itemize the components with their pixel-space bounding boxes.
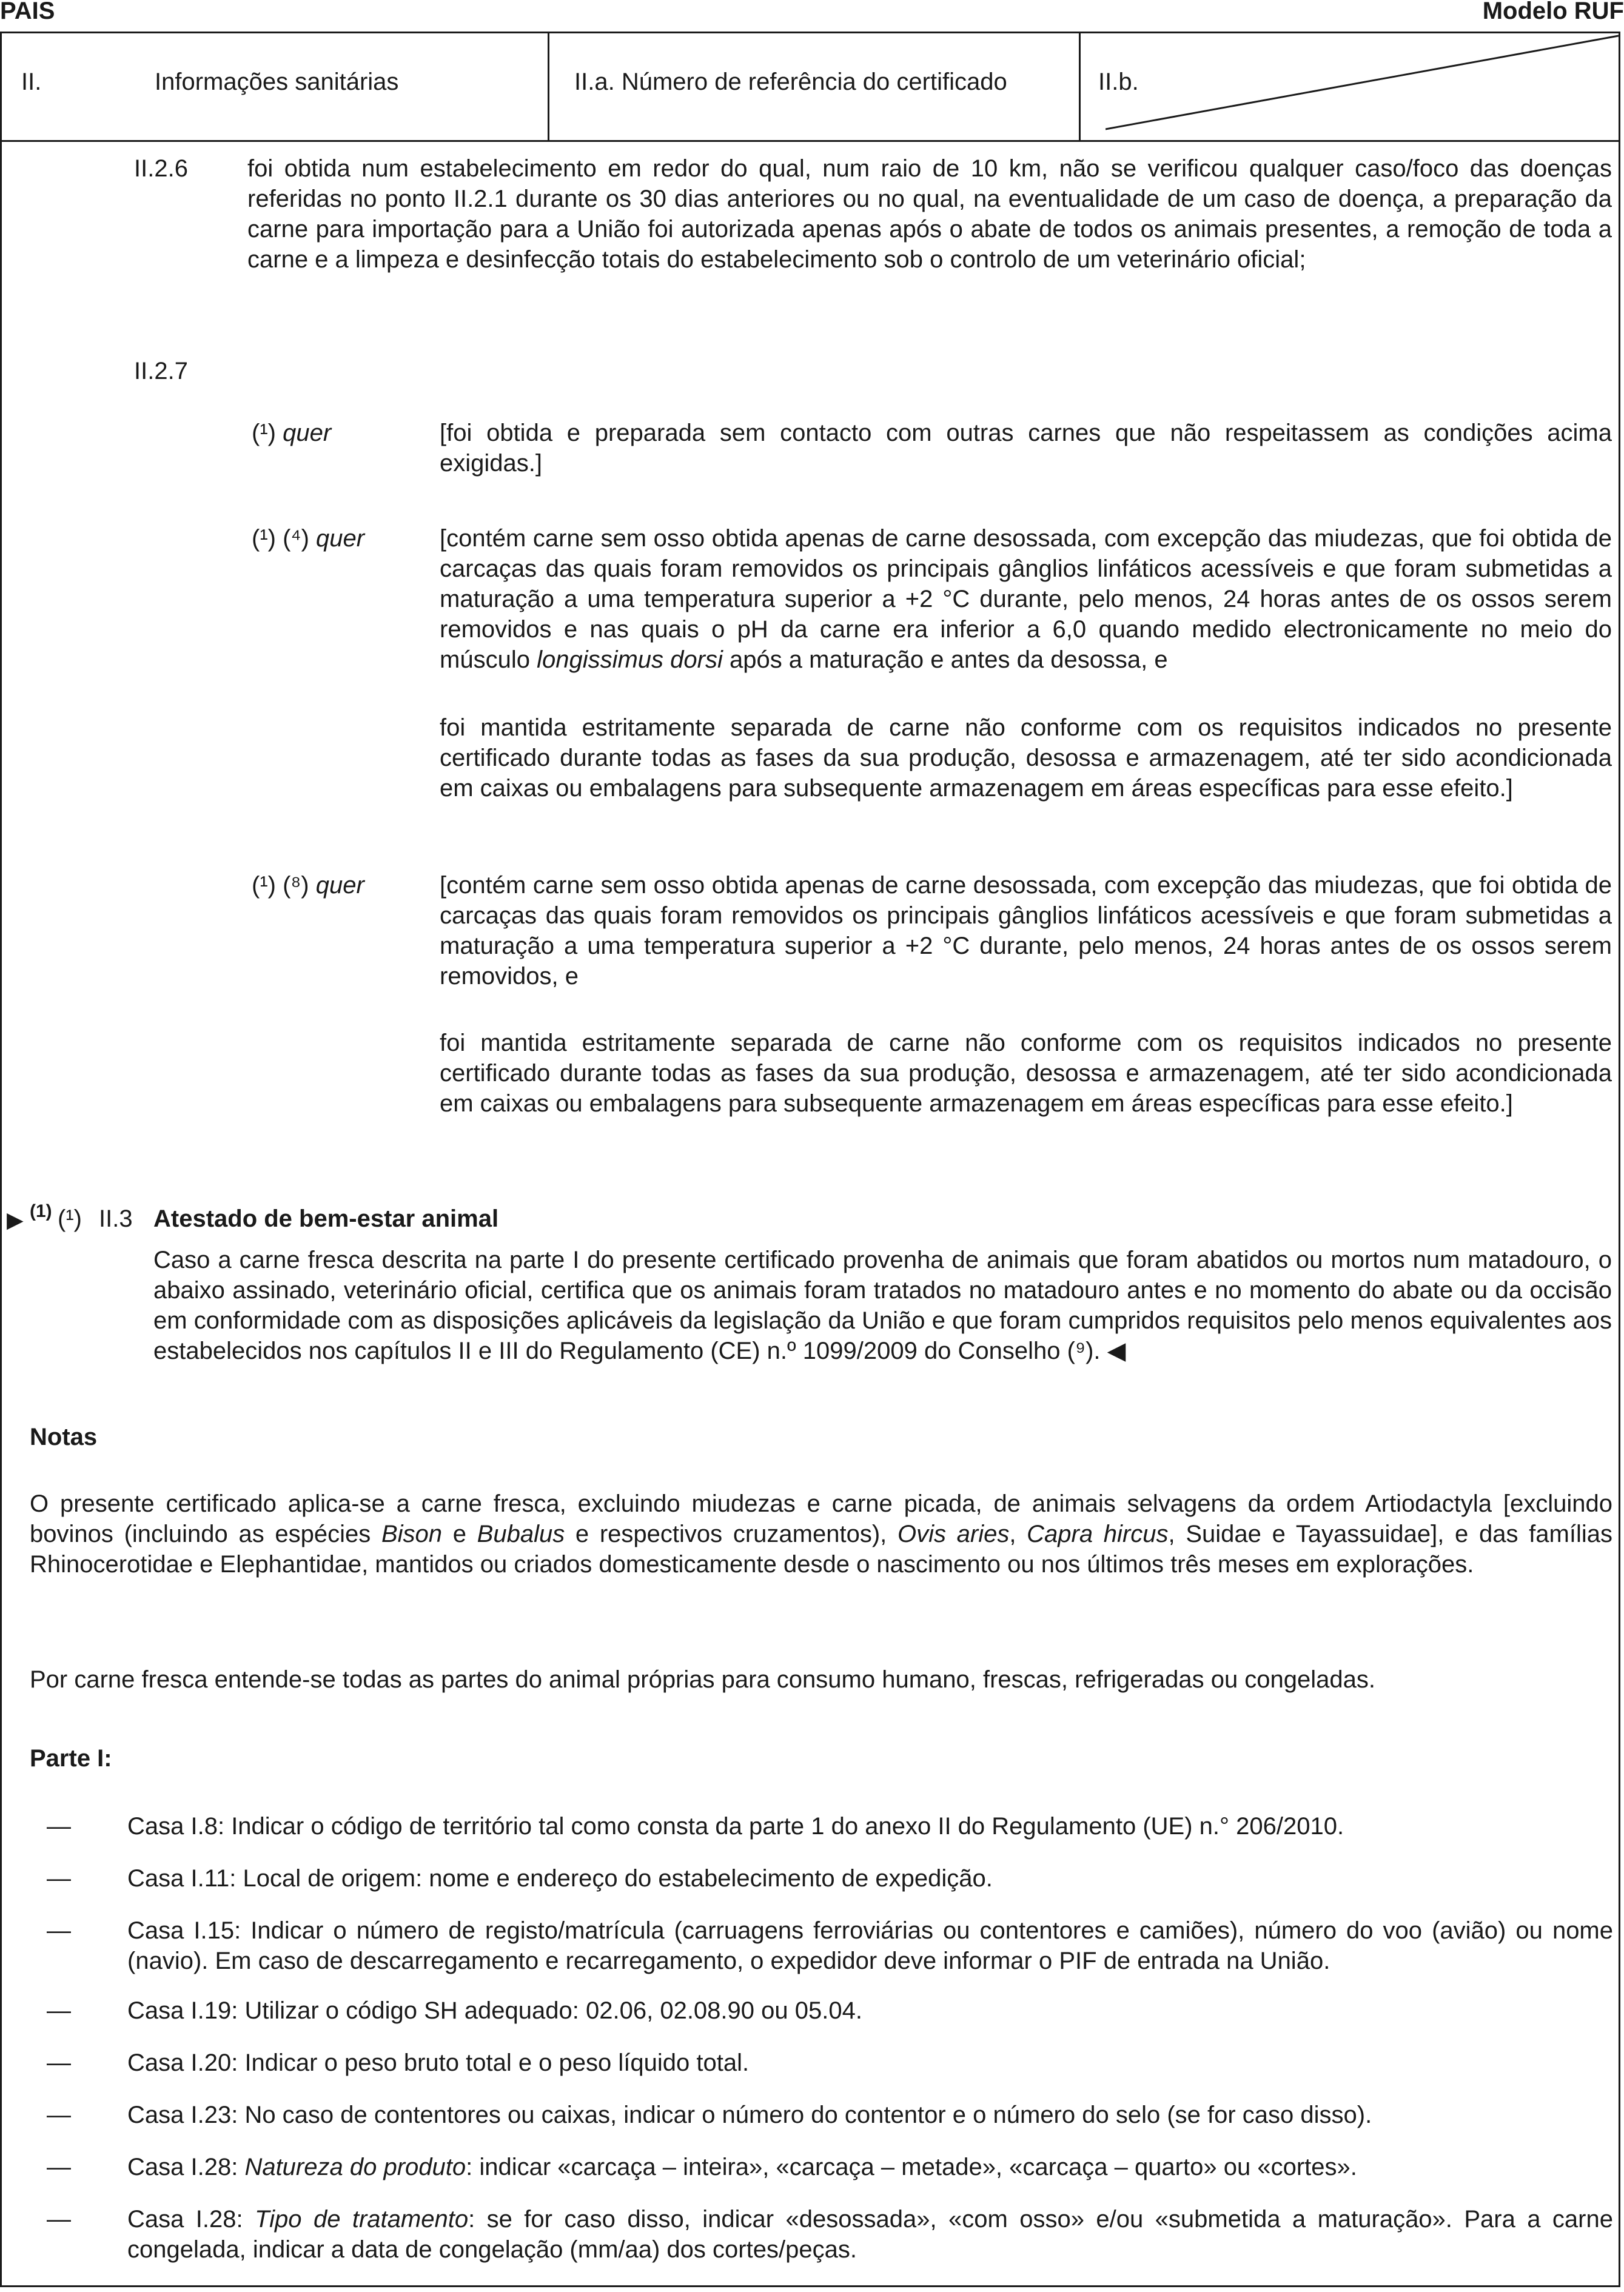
option-text: foi mantida estritamente separada de carne não conforme com os requisitos indicados no presente certificado durante todas as fases da sua produção, desossa e armazenagem, até ter sido acondicionada em caixas ou embalagens para subsequente armazenagem em áreas específicas para esse efeito.] [440,1030,1612,1117]
header-divider [1079,33,1081,140]
text-run: O presente certificado aplica-se a carne fresca, excluindo miudezas e carne picada, de animais selvagens da ordem Artiodactyla [excluindo bovinos (incluindo as espécies [30,1490,1612,1547]
header-divider [548,33,549,140]
footnote-ref: (¹) [252,872,276,899]
amendment-end-marker: ◀ [1107,1338,1126,1364]
text-run-italic: longissimus dorsi [537,646,723,673]
option-label [252,523,364,554]
reference-number-label: II.a. Número de referência do certificado [574,69,1007,95]
list-item [127,2152,1613,2182]
list-dash: — [47,1813,71,1840]
text-run: e [442,1521,477,1547]
amendment-start-marker: ▶ [7,1207,24,1232]
option-label [252,418,331,448]
country-label: PAIS [0,0,55,24]
list-item: Casa I.8: Indicar o código de território tal como consta da parte 1 do anexo II do Regulamento (UE) n.° 206/2010. [127,1813,1344,1840]
list-dash: — [47,2154,71,2180]
footnote-ref: (⁴) [283,525,309,552]
text-run-italic: Bison [381,1521,443,1547]
item-number: II.3 [99,1205,133,1232]
notes-paragraph [30,1489,1612,1580]
text-run: , [1009,1521,1027,1547]
option-text [440,523,1612,675]
part-title: Parte I: [30,1745,112,1772]
list-dash: — [47,2206,71,2233]
footnote-ref: (⁸) [283,872,309,899]
section-heading: Atestado de bem-estar animal [153,1205,499,1232]
footnote-ref: (¹) [58,1205,82,1232]
text-run-italic: Natureza do produto [244,2154,466,2180]
item-number: II.2.7 [134,358,188,384]
text-run: : indicar «carcaça – inteira», «carcaça – metade», «carcaça – quarto» ou «cortes». [466,2154,1357,2180]
amendment-ref: (1) [30,1201,52,1221]
notes-paragraph: Por carne fresca entende-se todas as partes do animal próprias para consumo humano, frescas, refrigeradas ou congeladas. [30,1666,1376,1693]
option-text: foi mantida estritamente separada de carne não conforme com os requisitos indicados no presente certificado durante todas as fases da sua produção, desossa e armazenagem, até ter sido acondicionada em caixas ou embalagens para subsequente armazenagem em áreas específicas para esse efeito.] [440,714,1612,802]
section-title: Informações sanitárias [155,69,399,95]
footnote-ref: (¹) [252,420,276,446]
text-run-italic: Tipo de tratamento [255,2206,469,2233]
option-word: quer [315,872,364,899]
list-item: Casa I.11: Local de origem: nome e endereço do estabelecimento de expedição. [127,1865,993,1892]
text-run: [contém carne sem osso obtida apenas de carne desossada, com excepção das miudezas, que foi obtida de carcaças das quais foram removidos os principais gânglios linfáticos acessíveis e que foram submetidas a maturação a uma temperatura superior a +2 °C durante, pelo menos, 24 horas antes de os ossos serem removidos e nas quais o pH da carne era inferior a 6,0 quando medido electronicamente no meio do músculo [440,525,1612,673]
text-run-italic: Bubalus [477,1521,565,1547]
item-number: II.2.6 [134,155,188,182]
list-item: Casa I.19: Utilizar o código SH adequado: 02.06, 02.08.90 ou 05.04. [127,1997,862,2024]
list-item: Casa I.20: Indicar o peso bruto total e o peso líquido total. [127,2049,750,2076]
list-item [127,2204,1613,2265]
iib-label: II.b. [1098,69,1139,95]
notes-title: Notas [30,1424,98,1450]
list-item: Casa I.23: No caso de contentores ou caixas, indicar o número do contentor e o número do selo (se for caso disso). [127,2102,1372,2128]
text-run: Casa I.28: [127,2154,245,2180]
text-run: , Suidae e Tayassuidae], e das famílias Rhinocerotidae e Elephantidae, mantidos ou criados domesticamente desde o nascimento ou nos últimos três meses em explorações. [30,1521,1612,1578]
option-label [252,870,364,900]
text-run: Caso a carne fresca descrita na parte I do presente certificado provenha de animais que foram abatidos ou mortos num matadouro, o abaixo assinado, veterinário oficial, certifica que os animais foram tratados no matadouro antes e no momento do abate ou da occisão em conformidade com as disposições aplicáveis da legislação da União e que foram cumpridos requisitos pelo menos equivalentes aos estabelecidos nos capítulos II e III do Regulamento (CE) n.º 1099/2009 do Conselho (⁹). [153,1247,1612,1364]
item-text [153,1245,1612,1366]
option-word: quer [283,420,332,446]
option-text: [contém carne sem osso obtida apenas de carne desossada, com excepção das miudezas, que foi obtida de carcaças das quais foram removidos os principais gânglios linfáticos acessíveis e que foram submetidas a maturação a uma temperatura superior a +2 °C durante, pelo menos, 24 horas antes de os ossos serem removidos, e [440,872,1612,990]
model-label: Modelo RUF [1482,0,1624,24]
list-dash: — [47,1997,71,2024]
list-dash: — [47,1865,71,1892]
header-diagonal-line [1106,33,1619,140]
section-number: II. [21,69,42,95]
section-header [2,33,1619,142]
footnote-ref: (¹) [252,525,276,552]
text-run-italic: Ovis aries [897,1521,1010,1547]
text-run: : se for caso disso, indicar «desossada», «com osso» e/ou «submetida a maturação». Para a carne congelada, indicar a data de congelação (mm/aa) dos cortes/peças. [127,2206,1613,2263]
text-run: Casa I.28: [127,2206,255,2233]
text-run: após a maturação e antes da desossa, e [722,646,1168,673]
list-dash: — [47,2049,71,2076]
text-run: e respectivos cruzamentos), [565,1521,898,1547]
certificate-frame [0,32,1620,2287]
option-text: [foi obtida e preparada sem contacto com outras carnes que não respeitassem as condições acima exigidas.] [440,420,1612,477]
list-dash: — [47,2102,71,2128]
text-run-italic: Capra hircus [1027,1521,1169,1547]
list-dash: — [47,1917,71,1944]
item-text: foi obtida num estabelecimento em redor do qual, num raio de 10 km, não se verificou qualquer caso/foco das doenças referidas no ponto II.2.1 durante os 30 dias anteriores ou no qual, na eventualidade de um caso de doença, a preparação da carne para importação para a União foi autorizada apenas após o abate de todos os animais presentes, a remoção de toda a carne e a limpeza e desinfecção totais do estabelecimento sob o controlo de um veterinário oficial; [247,155,1612,273]
option-word: quer [316,525,365,552]
list-item: Casa I.15: Indicar o número de registo/matrícula (carruagens ferroviárias ou contentores e camiões), número do voo (avião) ou nome (navio). Em caso de descarregamento e recarregamento, o expedidor deve informar o PIF de entrada na União. [127,1917,1613,1974]
